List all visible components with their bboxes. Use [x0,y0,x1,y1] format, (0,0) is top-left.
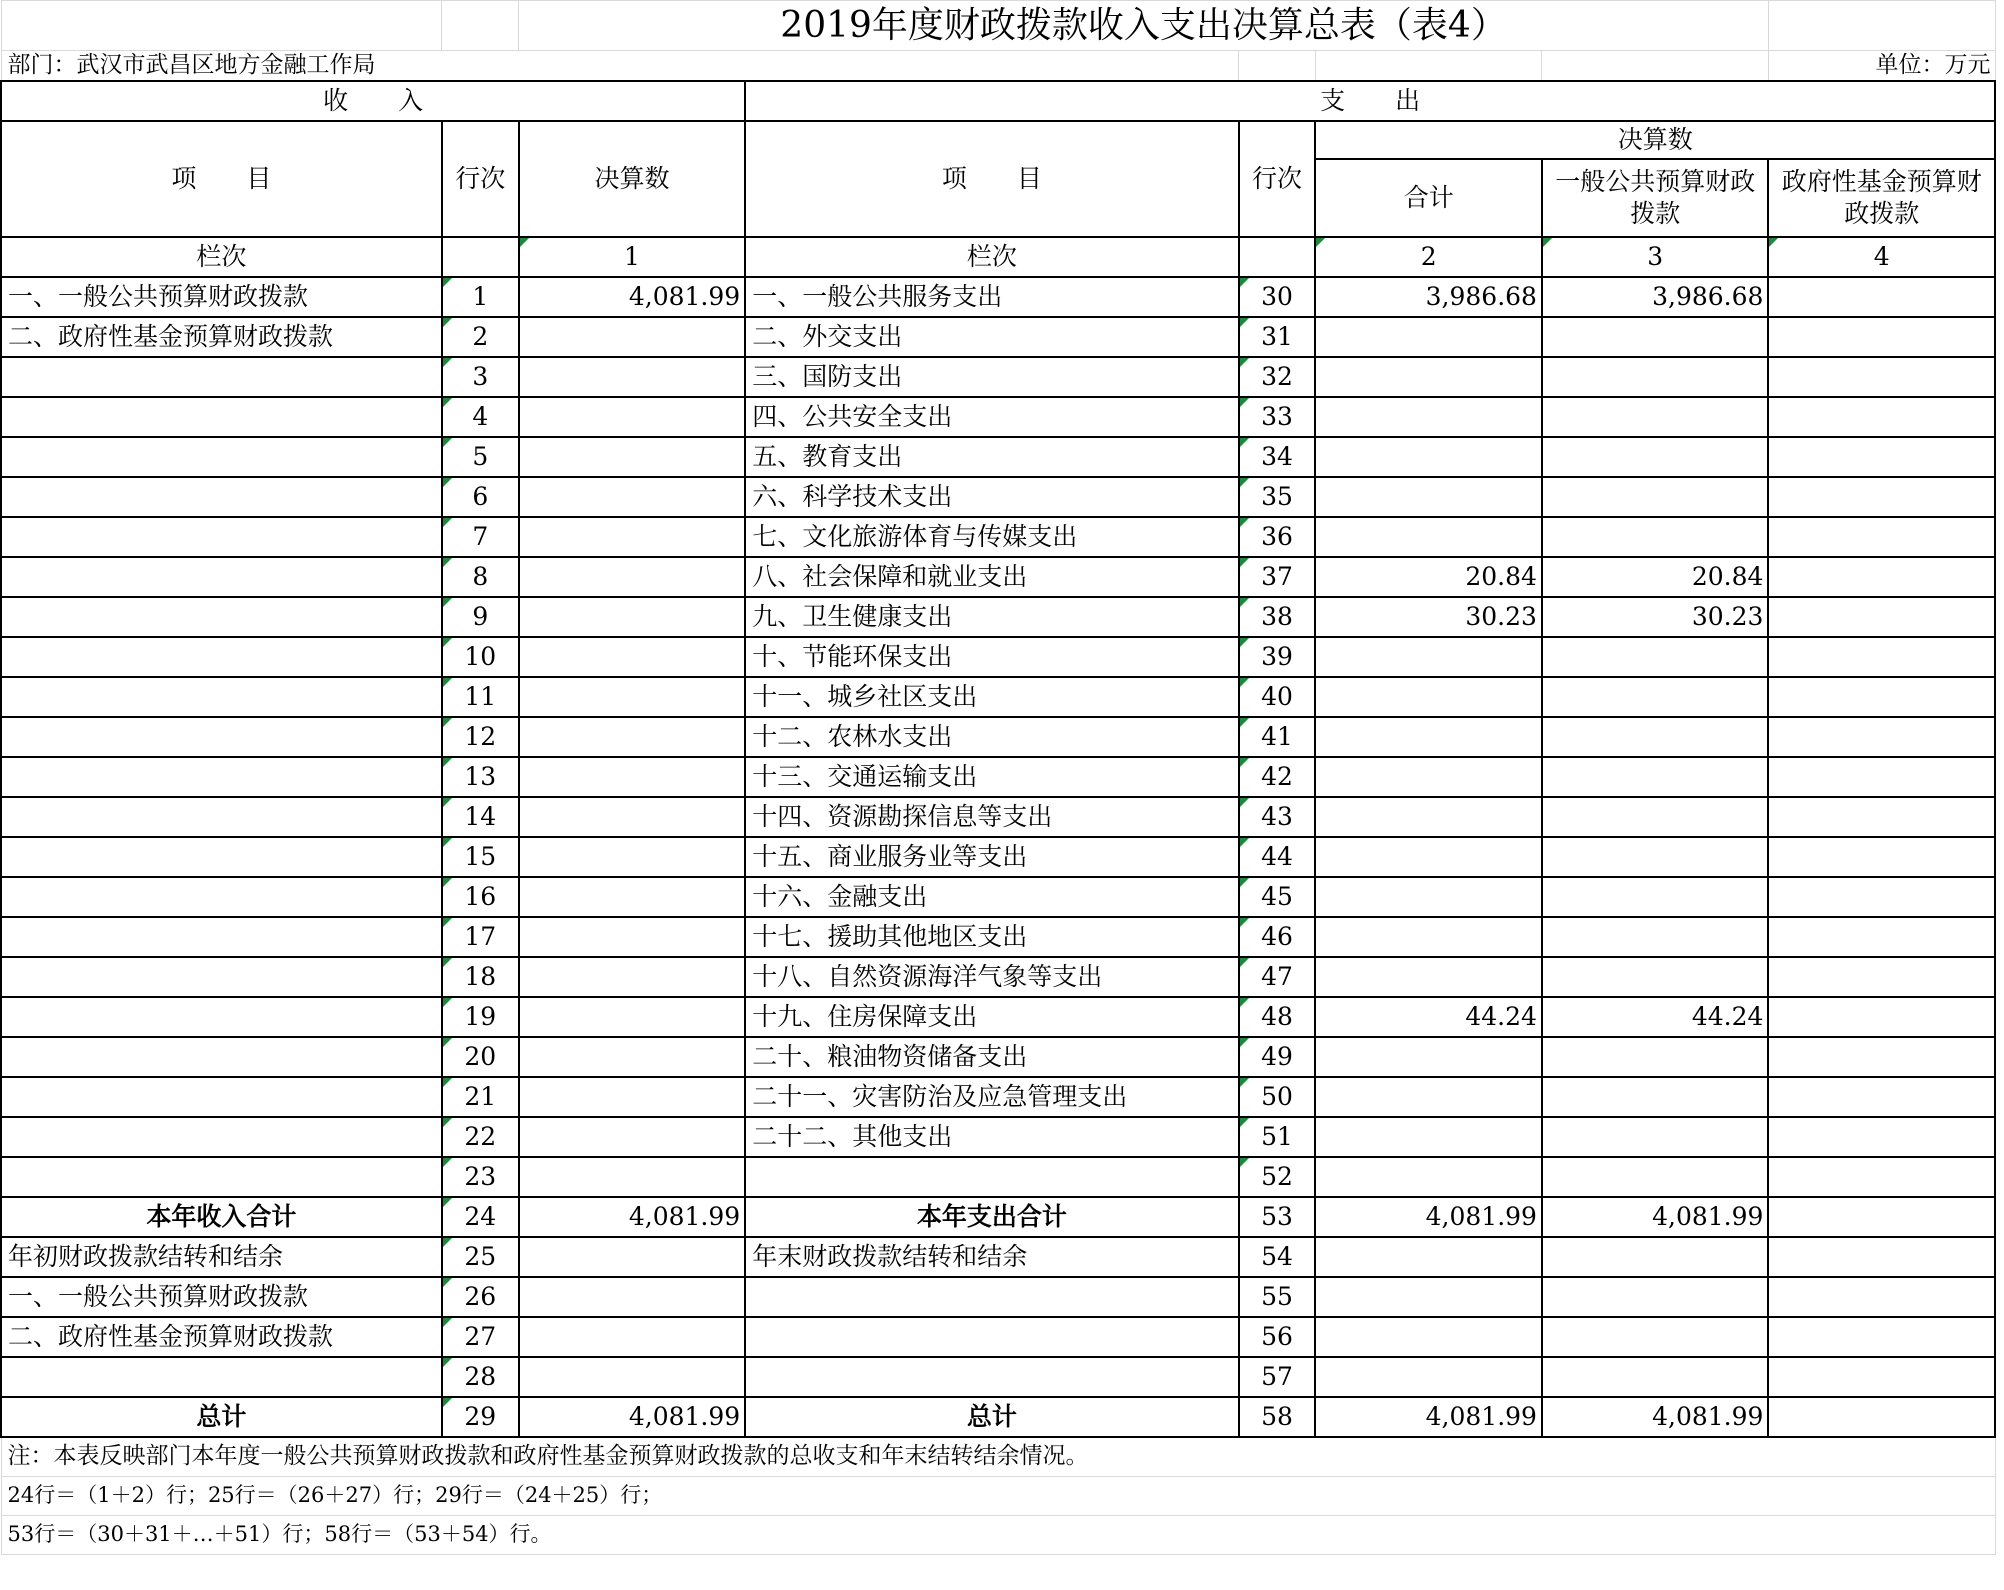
expense-total-cell [1315,837,1541,877]
expense-row-no-cell: 31 [1239,317,1316,357]
expense-total-cell [1315,757,1541,797]
income-amount-cell [519,1037,745,1077]
income-row-no-cell: 12 [442,717,519,757]
income-item-cell [1,957,442,997]
income-amount-cell [519,517,745,557]
income-item-cell [1,1037,442,1077]
income-item-cell [1,557,442,597]
expense-fund-cell [1768,757,1995,797]
expense-total-cell [1315,1357,1541,1397]
table-row [1,597,1995,637]
income-row-no-cell: 26 [442,1277,519,1317]
income-amount-cell [519,317,745,357]
income-item-cell [1,357,442,397]
expense-item-cell: 三、国防支出 [745,357,1238,397]
expense-row-no-cell: 34 [1239,437,1316,477]
table-row [1,917,1995,957]
expense-row-no-cell: 37 [1239,557,1316,597]
expense-general-cell [1542,517,1768,557]
expense-row-no-cell: 49 [1239,1037,1316,1077]
income-amount-cell [519,997,745,1037]
expense-item-cell [745,1317,1238,1357]
income-amount-cell [519,1237,745,1277]
income-amount-cell [519,677,745,717]
table-row [1,637,1995,677]
gov-fund-header: 政府性基金预算财政拨款 [1768,159,1995,237]
expense-row-no-cell: 36 [1239,517,1316,557]
income-row-no-cell: 19 [442,997,519,1037]
expense-total-cell [1315,877,1541,917]
expense-item-cell: 二十、粮油物资储备支出 [745,1037,1238,1077]
expense-total-cell: 3,986.68 [1315,277,1541,317]
expense-fund-cell [1768,1237,1995,1277]
page-title: 2019年度财政拨款收入支出决算总表（表4） [519,1,1769,51]
expense-general-cell [1542,1317,1768,1357]
note-line-2: 24行＝（1＋2）行；25行＝（26＋27）行；29行＝（24＋25）行； [1,1477,1995,1516]
income-amount-cell [519,357,745,397]
income-amount-cell [519,717,745,757]
expense-fund-cell [1768,277,1995,317]
income-row-no-cell: 23 [442,1157,519,1197]
expense-item-cell: 十五、商业服务业等支出 [745,837,1238,877]
table-row [1,1077,1995,1117]
income-row-no-cell: 13 [442,757,519,797]
expense-general-cell [1542,1237,1768,1277]
expense-fund-cell [1768,1197,1995,1237]
expense-general-cell: 4,081.99 [1542,1397,1768,1437]
expense-general-cell [1542,837,1768,877]
income-item-cell [1,397,442,437]
expense-general-cell: 30.23 [1542,597,1768,637]
expense-total-cell: 20.84 [1315,557,1541,597]
income-row-no-cell: 25 [442,1237,519,1277]
expense-item-cell: 十三、交通运输支出 [745,757,1238,797]
income-row-no-cell: 1 [442,277,519,317]
expense-item-cell: 本年支出合计 [745,1197,1238,1237]
expense-row-no-cell: 50 [1239,1077,1316,1117]
expense-header: 支 出 [745,81,1995,121]
expense-fund-cell [1768,517,1995,557]
expense-total-cell [1315,357,1541,397]
income-row-no-cell: 17 [442,917,519,957]
table-row [1,877,1995,917]
expense-general-cell [1542,1037,1768,1077]
expense-item-cell: 十二、农林水支出 [745,717,1238,757]
expense-row-no-cell: 44 [1239,837,1316,877]
expense-fund-cell [1768,1357,1995,1397]
expense-row-no-cell: 33 [1239,397,1316,437]
income-amount-cell [519,1077,745,1117]
income-row-no-cell: 2 [442,317,519,357]
income-amount-cell [519,477,745,517]
income-amount-cell [519,397,745,437]
expense-item-cell: 十四、资源勘探信息等支出 [745,797,1238,837]
expense-total-cell [1315,1077,1541,1117]
expense-item-cell: 六、科学技术支出 [745,477,1238,517]
expense-row-no-cell: 47 [1239,957,1316,997]
income-header: 收 入 [1,81,745,121]
expense-general-cell [1542,437,1768,477]
expense-general-cell [1542,1117,1768,1157]
table-row [1,1357,1995,1397]
expense-fund-cell [1768,1037,1995,1077]
expense-fund-cell [1768,677,1995,717]
income-item-cell: 二、政府性基金预算财政拨款 [1,1317,442,1357]
expense-general-cell [1542,1157,1768,1197]
expense-column-label: 栏次 [745,237,1238,277]
income-amount-cell: 4,081.99 [519,1197,745,1237]
table-row [1,1237,1995,1277]
expense-total-cell: 30.23 [1315,597,1541,637]
income-item-cell [1,877,442,917]
income-row-no-cell: 6 [442,477,519,517]
income-row-no-cell: 15 [442,837,519,877]
expense-item-cell: 四、公共安全支出 [745,397,1238,437]
expense-row-no-cell: 57 [1239,1357,1316,1397]
income-item-cell [1,437,442,477]
table-row [1,277,1995,317]
expense-fund-cell [1768,477,1995,517]
income-row-no-cell: 21 [442,1077,519,1117]
income-amount-cell: 4,081.99 [519,277,745,317]
expense-row-no-cell: 54 [1239,1237,1316,1277]
income-row-no-cell: 28 [442,1357,519,1397]
income-amount-cell [519,1277,745,1317]
income-item-cell [1,637,442,677]
expense-row-no-cell: 48 [1239,997,1316,1037]
expense-fund-cell [1768,357,1995,397]
income-item-cell [1,477,442,517]
expense-total-cell [1315,517,1541,557]
income-amount-cell [519,1117,745,1157]
expense-row-no-cell: 56 [1239,1317,1316,1357]
income-amount-cell [519,877,745,917]
expense-fund-cell [1768,997,1995,1037]
expense-column-3: 3 [1542,237,1768,277]
expense-item-cell: 二十一、灾害防治及应急管理支出 [745,1077,1238,1117]
expense-item-cell [745,1357,1238,1397]
expense-item-cell [745,1277,1238,1317]
expense-fund-cell [1768,717,1995,757]
expense-row-no-cell: 51 [1239,1117,1316,1157]
expense-fund-cell [1768,557,1995,597]
table-row [1,1157,1995,1197]
income-row-no-cell: 8 [442,557,519,597]
expense-item-cell: 十一、城乡社区支出 [745,677,1238,717]
expense-general-cell [1542,677,1768,717]
income-amount-cell [519,1357,745,1397]
expense-fund-cell [1768,1397,1995,1437]
income-item-cell [1,1157,442,1197]
income-item-cell [1,1117,442,1157]
expense-row-no-cell: 55 [1239,1277,1316,1317]
expense-row-no-cell: 41 [1239,717,1316,757]
expense-row-no-cell: 39 [1239,637,1316,677]
income-row-no-cell: 22 [442,1117,519,1157]
expense-total-cell: 4,081.99 [1315,1197,1541,1237]
expense-total-cell [1315,437,1541,477]
income-item-cell [1,677,442,717]
table-row [1,837,1995,877]
expense-general-cell [1542,957,1768,997]
expense-row-no-cell: 32 [1239,357,1316,397]
income-amount-cell [519,557,745,597]
note-line-3: 53行＝（30＋31＋…＋51）行；58行＝（53＋54）行。 [1,1516,1995,1555]
expense-item-cell: 一、一般公共服务支出 [745,277,1238,317]
expense-general-cell: 44.24 [1542,997,1768,1037]
expense-fund-cell [1768,1277,1995,1317]
income-column-1: 1 [519,237,745,277]
expense-total-cell [1315,1237,1541,1277]
income-amount-cell [519,1157,745,1197]
table-row [1,1037,1995,1077]
expense-column-4: 4 [1768,237,1995,277]
income-item-cell: 二、政府性基金预算财政拨款 [1,317,442,357]
income-amount-cell [519,437,745,477]
expense-item-cell: 十六、金融支出 [745,877,1238,917]
table-row [1,317,1995,357]
expense-row-no-header: 行次 [1239,121,1316,237]
table-row [1,997,1995,1037]
table-row [1,757,1995,797]
expense-general-cell [1542,917,1768,957]
expense-fund-cell [1768,837,1995,877]
income-amount-cell: 4,081.99 [519,1397,745,1437]
expense-general-cell: 4,081.99 [1542,1197,1768,1237]
expense-total-cell [1315,477,1541,517]
income-item-cell [1,917,442,957]
expense-general-cell [1542,1357,1768,1397]
expense-fund-cell [1768,597,1995,637]
expense-general-cell [1542,317,1768,357]
note-line-1: 注：本表反映部门本年度一般公共预算财政拨款和政府性基金预算财政拨款的总收支和年末结转结余情况。 [1,1437,1995,1477]
income-item-cell: 一、一般公共预算财政拨款 [1,1277,442,1317]
table-row [1,1277,1995,1317]
income-item-header: 项 目 [1,121,442,237]
expense-item-header: 项 目 [745,121,1238,237]
table-row [1,1197,1995,1237]
table-row [1,717,1995,757]
income-column-no [442,237,519,277]
expense-fund-cell [1768,877,1995,917]
general-budget-header: 一般公共预算财政拨款 [1542,159,1768,237]
expense-general-cell [1542,1277,1768,1317]
income-item-cell: 总计 [1,1397,442,1437]
expense-general-cell [1542,477,1768,517]
income-item-cell [1,1357,442,1397]
expense-general-cell [1542,877,1768,917]
expense-fund-cell [1768,957,1995,997]
expense-total-cell [1315,957,1541,997]
income-item-cell: 年初财政拨款结转和结余 [1,1237,442,1277]
expense-row-no-cell: 52 [1239,1157,1316,1197]
income-column-label: 栏次 [1,237,442,277]
expense-row-no-cell: 46 [1239,917,1316,957]
expense-item-cell: 七、文化旅游体育与传媒支出 [745,517,1238,557]
income-item-cell [1,717,442,757]
expense-item-cell: 五、教育支出 [745,437,1238,477]
expense-item-cell: 十九、住房保障支出 [745,997,1238,1037]
income-row-no-cell: 3 [442,357,519,397]
expense-general-cell: 3,986.68 [1542,277,1768,317]
income-row-no-cell: 10 [442,637,519,677]
income-row-no-cell: 4 [442,397,519,437]
income-amount-cell [519,757,745,797]
expense-fund-cell [1768,317,1995,357]
expense-total-cell [1315,797,1541,837]
expense-general-cell [1542,757,1768,797]
expense-row-no-cell: 45 [1239,877,1316,917]
expense-total-cell [1315,917,1541,957]
income-row-no-cell: 9 [442,597,519,637]
expense-general-cell [1542,797,1768,837]
income-row-no-cell: 27 [442,1317,519,1357]
table-row [1,517,1995,557]
expense-item-cell: 十七、援助其他地区支出 [745,917,1238,957]
expense-row-no-cell: 38 [1239,597,1316,637]
expense-general-cell [1542,397,1768,437]
income-amount-header: 决算数 [519,121,745,237]
income-item-cell [1,517,442,557]
expense-total-cell [1315,1157,1541,1197]
income-row-no-cell: 11 [442,677,519,717]
expense-total-cell: 44.24 [1315,997,1541,1037]
income-amount-cell [519,597,745,637]
expense-column-no [1239,237,1316,277]
expense-item-cell: 十、节能环保支出 [745,637,1238,677]
table-row [1,1117,1995,1157]
expense-total-cell [1315,717,1541,757]
income-item-cell [1,797,442,837]
expense-fund-cell [1768,1077,1995,1117]
income-row-no-cell: 18 [442,957,519,997]
expense-fund-cell [1768,397,1995,437]
income-row-no-cell: 16 [442,877,519,917]
table-row [1,437,1995,477]
income-amount-cell [519,637,745,677]
income-row-no-cell: 7 [442,517,519,557]
expense-fund-cell [1768,437,1995,477]
table-row [1,677,1995,717]
expense-total-cell: 4,081.99 [1315,1397,1541,1437]
table-row [1,1317,1995,1357]
table-row [1,397,1995,437]
expense-general-cell: 20.84 [1542,557,1768,597]
expense-item-cell: 二十二、其他支出 [745,1117,1238,1157]
income-item-cell: 一、一般公共预算财政拨款 [1,277,442,317]
expense-total-cell [1315,1317,1541,1357]
expense-general-cell [1542,357,1768,397]
expense-item-cell: 总计 [745,1397,1238,1437]
total-header: 合计 [1315,159,1541,237]
expense-general-cell [1542,717,1768,757]
income-row-no-cell: 24 [442,1197,519,1237]
income-amount-cell [519,957,745,997]
expense-item-cell: 十八、自然资源海洋气象等支出 [745,957,1238,997]
unit-label: 单位：万元 [1768,51,1995,81]
table-row [1,957,1995,997]
expense-total-cell [1315,677,1541,717]
income-item-cell [1,597,442,637]
expense-total-cell [1315,397,1541,437]
income-item-cell [1,757,442,797]
expense-item-cell [745,1157,1238,1197]
income-row-no-cell: 29 [442,1397,519,1437]
income-item-cell: 本年收入合计 [1,1197,442,1237]
income-amount-cell [519,1317,745,1357]
income-item-cell [1,837,442,877]
expense-fund-cell [1768,1157,1995,1197]
expense-fund-cell [1768,1317,1995,1357]
expense-item-cell: 二、外交支出 [745,317,1238,357]
income-amount-cell [519,837,745,877]
expense-item-cell: 九、卫生健康支出 [745,597,1238,637]
expense-general-cell [1542,637,1768,677]
expense-item-cell: 八、社会保障和就业支出 [745,557,1238,597]
expense-row-no-cell: 42 [1239,757,1316,797]
expense-column-2: 2 [1315,237,1541,277]
expense-total-cell [1315,1277,1541,1317]
expense-fund-cell [1768,637,1995,677]
table-row [1,557,1995,597]
expense-fund-cell [1768,917,1995,957]
expense-total-cell [1315,637,1541,677]
expense-item-cell: 年末财政拨款结转和结余 [745,1237,1238,1277]
expense-row-no-cell: 35 [1239,477,1316,517]
expense-row-no-cell: 40 [1239,677,1316,717]
income-item-cell [1,1077,442,1117]
expense-row-no-cell: 53 [1239,1197,1316,1237]
expense-row-no-cell: 43 [1239,797,1316,837]
income-row-no-cell: 20 [442,1037,519,1077]
income-row-no-header: 行次 [442,121,519,237]
expense-amount-header: 决算数 [1315,121,1995,159]
expense-total-cell [1315,317,1541,357]
department-label: 部门：武汉市武昌区地方金融工作局 [1,51,1239,81]
expense-row-no-cell: 30 [1239,277,1316,317]
income-row-no-cell: 14 [442,797,519,837]
income-item-cell [1,997,442,1037]
income-amount-cell [519,917,745,957]
table-row [1,797,1995,837]
table-row [1,357,1995,397]
table-row [1,1397,1995,1437]
table-row [1,477,1995,517]
income-amount-cell [519,797,745,837]
expense-fund-cell [1768,1117,1995,1157]
expense-total-cell [1315,1037,1541,1077]
expense-fund-cell [1768,797,1995,837]
expense-total-cell [1315,1117,1541,1157]
expense-row-no-cell: 58 [1239,1397,1316,1437]
income-row-no-cell: 5 [442,437,519,477]
expense-general-cell [1542,1077,1768,1117]
